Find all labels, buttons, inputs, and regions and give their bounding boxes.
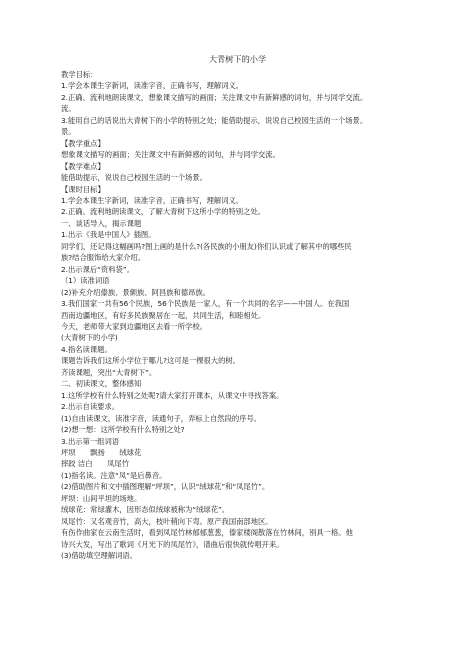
- text-line: (1)指名读。注意“凤”是后鼻音。: [61, 470, 167, 480]
- text-line: 坪坝：山间平坦的场地。: [61, 493, 142, 503]
- text-line: 能借助提示，说说自己校园生活的一个场景。: [61, 173, 207, 183]
- text-line: (1)自由读课文，读准字音，读通句子，弄标上自然段的序号。: [61, 413, 262, 423]
- text-line: (2)借助图片和文中插图理解“坪坝”，认识“绒球花”和“凤尾竹”。: [61, 482, 270, 492]
- text-line: (大青树下的小学): [61, 333, 118, 343]
- text-line: 课题告诉我们这所小学位于哪儿?这可是一棵很大的树。: [61, 356, 240, 366]
- text-line: 诗兴大发，写出了歌词《月光下的凤尾竹》，谱曲后很快就传唱开来。: [61, 539, 284, 549]
- text-line: (2)想一想：这所学校有什么特别之处?: [61, 425, 185, 435]
- text-line: 3.能用自己的话说出大青树下的小学的特别之处；能借助提示，说说自己校园生活的一个场景。: [61, 115, 368, 125]
- text-line: 1.出示《我是中国人》插图。: [61, 230, 156, 240]
- text-line: 【教学重点】: [61, 138, 105, 148]
- text-line: 3.出示第一组词语: [61, 436, 120, 446]
- text-line: (2)补充介绍傣族、景颇族、阿昌族和德昂族。: [61, 287, 210, 297]
- text-line: 2.出示课后“资料袋”。: [61, 264, 134, 274]
- text-line: 想象课文描写的画面；关注课文中有新鲜感的词句，并与同学交流。: [61, 150, 280, 160]
- text-line: 有伤作曲家在云南生活时，看到凤尾竹林郁郁葱葱，傣家楼阁散落在竹林间，别具一格。他: [61, 528, 353, 538]
- text-line: 绒球花：常绿灌木，因形态似绒球被称为“绒球花”。: [61, 505, 230, 515]
- text-line: 1.这所学校有什么特别之处呢?请大家打开课本，从课文中寻找答案。: [61, 390, 284, 400]
- text-line: 1.学会本课生字新词，读准字音，正确书写，理解词义。: [61, 81, 244, 91]
- text-line: 摔跤 洁白 凤尾竹: [61, 459, 129, 469]
- text-line: 凤尾竹：又名观音竹，高大，枝叶稍向下弯。原产我国南部地区。: [61, 516, 273, 526]
- text-line: 1.学会本课生字新词，读准字音，正确书写，理解词义。: [61, 195, 244, 205]
- text-line: 今天，老师带大家到边疆地区去看一所学校。: [61, 321, 207, 331]
- text-line: 一、谈话导入，揭示课题: [61, 218, 142, 228]
- text-line: 齐读课题，突出“大青树下”。: [61, 367, 157, 377]
- document-body: [61, 69, 414, 561]
- text-line: 流。: [61, 104, 76, 114]
- text-line: 2.正确、流利地朗读课文，了解大青树下这所小学的特别之处。: [61, 207, 265, 217]
- text-line: 教学目标：: [61, 70, 98, 79]
- text-line: （1）读准词语: [61, 276, 110, 286]
- text-line: 族?结合服饰给大家介绍。: [61, 253, 146, 263]
- document-title: 大青树下的小学: [208, 54, 267, 64]
- text-line: 2.正确、流利地朗读课文，想象课文描写的画面；关注课文中有新鲜感的词句，并与同学交流。: [61, 92, 368, 102]
- text-line: 【课时目标】: [61, 184, 105, 194]
- text-line: 3.我们国家一共有56个民族，56个民族是一家人，有一个共同的名字——中国人。在我国: [61, 299, 350, 309]
- text-line: (3)借助填空理解词语。: [61, 551, 138, 561]
- text-line: 【教学难点】: [61, 161, 105, 171]
- text-line: 景。: [61, 127, 76, 137]
- text-line: 坪坝 飘扬 绒球花: [61, 447, 142, 457]
- text-line: 二、初读课文，整体感知: [61, 379, 142, 389]
- text-line: 同学们，还记得这幅画吗?图上画的是什么?(各民族的小朋友)你们认识或了解其中的哪些民: [61, 241, 352, 251]
- text-line: 4.指名读课题。: [61, 344, 112, 354]
- text-line: 西南边疆地区，有好多民族聚居在一起，共同生活，和睦相处。: [61, 310, 266, 320]
- text-line: 2.出示自读要求。: [61, 402, 120, 412]
